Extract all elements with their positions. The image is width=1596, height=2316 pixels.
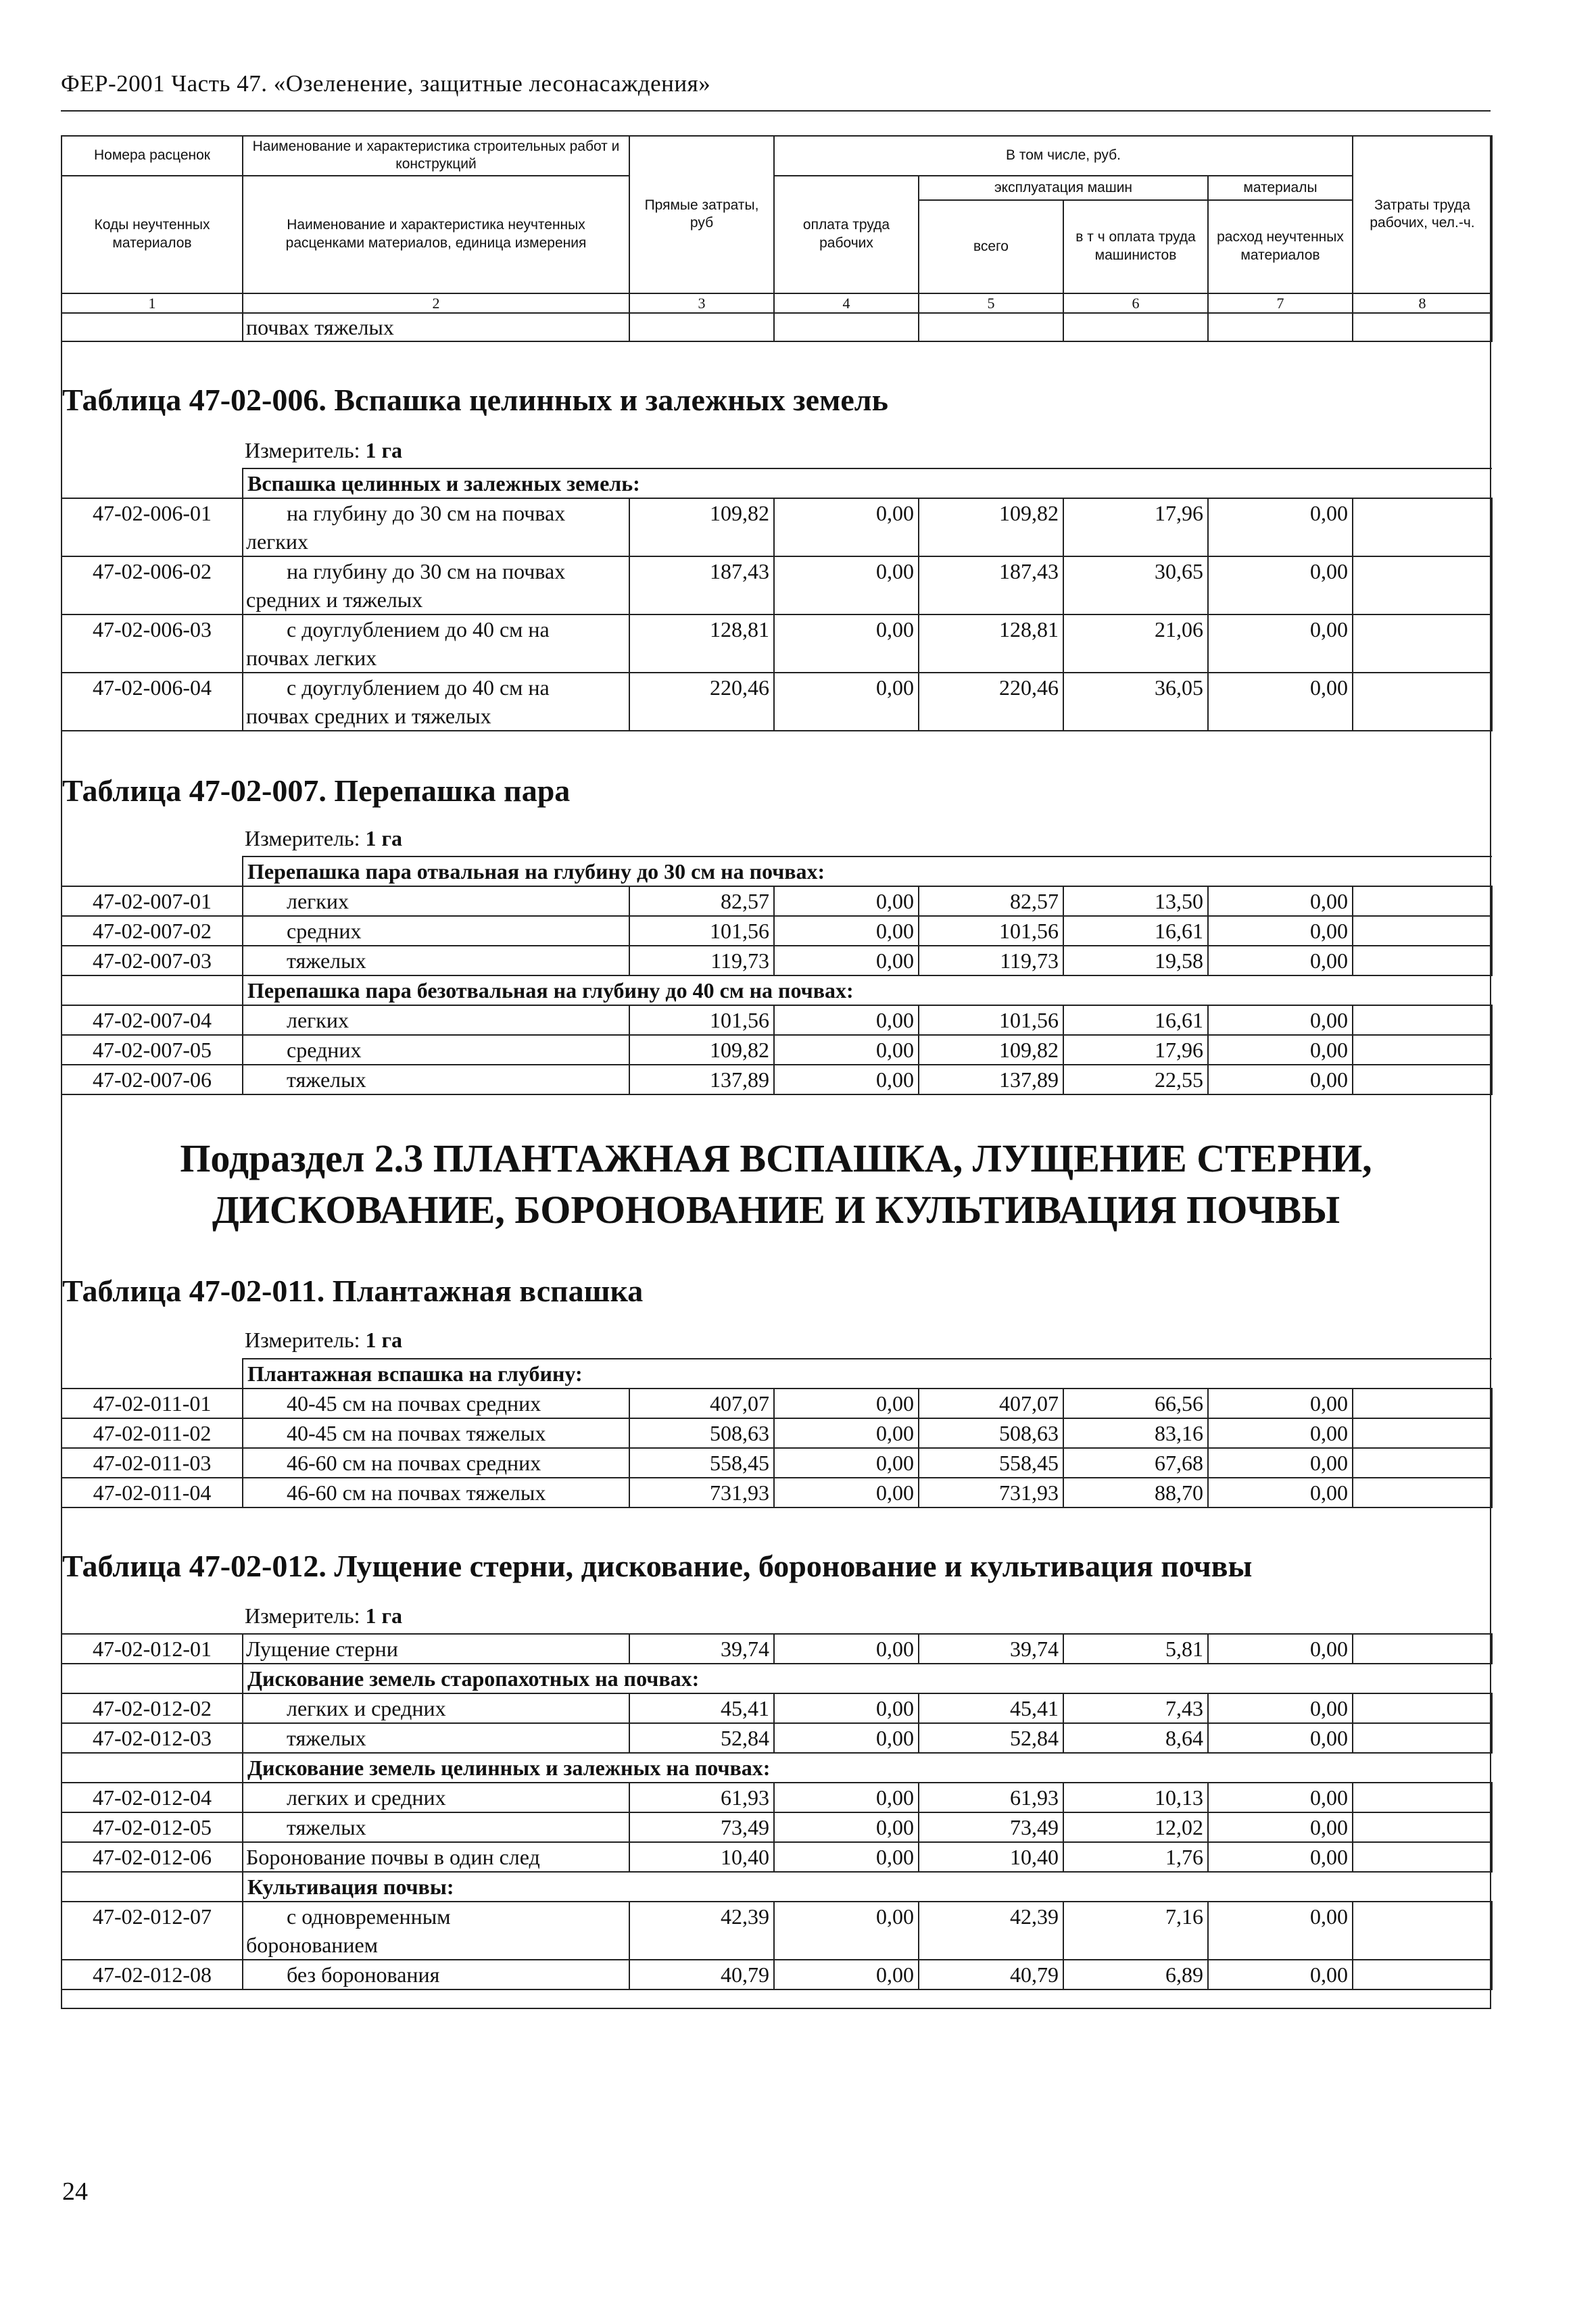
- rate-code: 47-02-007-04: [62, 1005, 243, 1035]
- work-name-line: с одновременным: [287, 1904, 451, 1929]
- materials: 0,00: [1208, 886, 1353, 916]
- labor-pay: 0,00: [774, 1812, 919, 1842]
- work-name-line: легких: [246, 529, 308, 554]
- table-row: [62, 1418, 1492, 1448]
- labor-costs: [1353, 1035, 1492, 1065]
- subsection-title: [61, 1133, 1491, 1236]
- work-name: [243, 1478, 629, 1507]
- labor-pay: 0,00: [774, 1478, 919, 1507]
- direct-costs: 10,40: [629, 1842, 774, 1872]
- labor-costs: [1353, 1960, 1492, 1989]
- table-row: [62, 1478, 1492, 1507]
- rate-code: 47-02-011-02: [62, 1418, 243, 1448]
- direct-costs: 40,79: [629, 1960, 774, 1989]
- group-row: [62, 1664, 1492, 1693]
- column-header: [61, 135, 1493, 342]
- machine-labor: 8,64: [1063, 1723, 1208, 1753]
- labor-costs: [1353, 1693, 1492, 1723]
- group-row: [62, 468, 1492, 498]
- header-machine-total: всего: [919, 200, 1063, 293]
- work-name: [243, 556, 629, 614]
- machine-total: 39,74: [919, 1634, 1063, 1664]
- labor-pay: 0,00: [774, 1065, 919, 1094]
- machine-labor: 36,05: [1063, 673, 1208, 731]
- group-row: [62, 1753, 1492, 1783]
- machine-labor: 66,56: [1063, 1389, 1208, 1418]
- machine-labor: 1,76: [1063, 1842, 1208, 1872]
- header-labor-costs: Затраты труда рабочих, чел.-ч.: [1353, 136, 1492, 293]
- work-name-line: средних и тяжелых: [246, 587, 423, 612]
- materials: 0,00: [1208, 1960, 1353, 1989]
- rate-code: 47-02-007-01: [62, 886, 243, 916]
- table-row: [62, 1693, 1492, 1723]
- col-number: 4: [774, 293, 919, 314]
- table-row: [62, 1842, 1492, 1872]
- header-rule: [61, 110, 1491, 112]
- rate-code: 47-02-006-03: [62, 614, 243, 673]
- direct-costs: 109,82: [629, 1035, 774, 1065]
- materials: 0,00: [1208, 1902, 1353, 1960]
- labor-costs: [1353, 946, 1492, 975]
- rate-code: 47-02-012-03: [62, 1723, 243, 1753]
- table-row: [62, 1065, 1492, 1094]
- materials: 0,00: [1208, 1035, 1353, 1065]
- rate-code: 47-02-011-01: [62, 1389, 243, 1418]
- machine-total: 128,81: [919, 614, 1063, 673]
- work-name-line: тяжелых: [287, 1726, 366, 1750]
- direct-costs: 187,43: [629, 556, 774, 614]
- machine-labor: 7,16: [1063, 1902, 1208, 1960]
- labor-pay: 0,00: [774, 498, 919, 556]
- direct-costs: 42,39: [629, 1902, 774, 1960]
- labor-costs: [1353, 1842, 1492, 1872]
- table-title: Таблица 47-02-012. Лущение стерни, дискование, боронование и культивация почвы: [62, 1549, 1253, 1583]
- labor-costs: [1353, 1812, 1492, 1842]
- table-row: [62, 673, 1492, 731]
- direct-costs: 101,56: [629, 1005, 774, 1035]
- rate-code: 47-02-012-07: [62, 1902, 243, 1960]
- rate-code: 47-02-012-01: [62, 1634, 243, 1664]
- labor-costs: [1353, 1723, 1492, 1753]
- table-title: Таблица 47-02-007. Перепашка пара: [62, 773, 571, 808]
- group-heading: Культивация почвы:: [243, 1872, 1492, 1902]
- materials: 0,00: [1208, 1448, 1353, 1478]
- machine-total: 109,82: [919, 498, 1063, 556]
- work-name: [243, 1389, 629, 1418]
- work-name-line: средних: [287, 919, 362, 943]
- work-name: [243, 1035, 629, 1065]
- labor-costs: [1353, 1634, 1492, 1664]
- table-row: [62, 1448, 1492, 1478]
- rates-grid: [61, 1358, 1493, 1508]
- header-materials-consumption: расход неучтенных материалов: [1208, 200, 1353, 293]
- group-heading: Дискование земель целинных и залежных на почвах:: [243, 1753, 1492, 1783]
- labor-costs: [1353, 1448, 1492, 1478]
- header-machine-ops: эксплуатация машин: [919, 176, 1208, 200]
- labor-pay: 0,00: [774, 946, 919, 975]
- rates-table-47-02-012: [61, 1633, 1491, 1990]
- materials: 0,00: [1208, 1418, 1353, 1448]
- header-material-names: Наименование и характеристика неучтенных расценками материалов, единица измерения: [243, 176, 629, 293]
- table-row: [62, 886, 1492, 916]
- labor-costs: [1353, 1418, 1492, 1448]
- labor-pay: 0,00: [774, 556, 919, 614]
- rate-code: 47-02-012-06: [62, 1842, 243, 1872]
- machine-total: 220,46: [919, 673, 1063, 731]
- direct-costs: 508,63: [629, 1418, 774, 1448]
- table-row: [62, 946, 1492, 975]
- table-title: Таблица 47-02-011. Плантажная вспашка: [62, 1274, 644, 1308]
- materials: 0,00: [1208, 498, 1353, 556]
- work-name: [243, 886, 629, 916]
- direct-costs: 39,74: [629, 1634, 774, 1664]
- meter-label: Измеритель:: [245, 826, 360, 850]
- machine-labor: 22,55: [1063, 1065, 1208, 1094]
- rate-code: 47-02-006-04: [62, 673, 243, 731]
- group-row: [62, 1872, 1492, 1902]
- subsection-line-2: ДИСКОВАНИЕ, БОРОНОВАНИЕ И КУЛЬТИВАЦИЯ ПОЧВЫ: [212, 1188, 1340, 1232]
- header-including: В том числе, руб.: [774, 136, 1353, 176]
- work-name-line: Лущение стерни: [246, 1637, 398, 1661]
- group-row: [62, 857, 1492, 886]
- machine-total: 52,84: [919, 1723, 1063, 1753]
- meter-value: 1 га: [365, 826, 403, 850]
- machine-total: 45,41: [919, 1693, 1063, 1723]
- table-row: [62, 1005, 1492, 1035]
- work-name-line: с доуглублением до 40 см на: [287, 675, 550, 700]
- direct-costs: 61,93: [629, 1783, 774, 1812]
- machine-labor: 16,61: [1063, 1005, 1208, 1035]
- work-name: [243, 1065, 629, 1094]
- labor-pay: 0,00: [774, 1389, 919, 1418]
- group-row: [62, 975, 1492, 1005]
- work-name: [243, 1723, 629, 1753]
- work-name: [243, 1902, 629, 1960]
- materials: 0,00: [1208, 1065, 1353, 1094]
- labor-costs: [1353, 1783, 1492, 1812]
- materials: 0,00: [1208, 1693, 1353, 1723]
- work-name-line: тяжелых: [287, 1815, 366, 1839]
- labor-pay: 0,00: [774, 1418, 919, 1448]
- meter: [245, 438, 402, 463]
- table-row: [62, 1902, 1492, 1960]
- group-heading: Дискование земель старопахотных на почвах:: [243, 1664, 1492, 1693]
- table-row: [62, 1723, 1492, 1753]
- machine-labor: 13,50: [1063, 886, 1208, 916]
- labor-pay: 0,00: [774, 1035, 919, 1065]
- machine-labor: 5,81: [1063, 1634, 1208, 1664]
- machine-total: 101,56: [919, 1005, 1063, 1035]
- rate-code: 47-02-012-04: [62, 1783, 243, 1812]
- direct-costs: 119,73: [629, 946, 774, 975]
- rates-table-47-02-011: [61, 1358, 1491, 1508]
- table-row: [62, 916, 1492, 946]
- rate-code: 47-02-012-05: [62, 1812, 243, 1842]
- machine-total: 508,63: [919, 1418, 1063, 1448]
- rates-grid: [61, 1633, 1493, 1990]
- header-materials: материалы: [1208, 176, 1353, 200]
- work-name-line: на глубину до 30 см на почвах: [287, 501, 566, 525]
- direct-costs: 407,07: [629, 1389, 774, 1418]
- labor-costs: [1353, 614, 1492, 673]
- work-name: [243, 916, 629, 946]
- rate-code: 47-02-007-06: [62, 1065, 243, 1094]
- table-row: [62, 556, 1492, 614]
- materials: 0,00: [1208, 1634, 1353, 1664]
- materials: 0,00: [1208, 673, 1353, 731]
- group-heading: Вспашка целинных и залежных земель:: [243, 468, 1492, 498]
- labor-pay: 0,00: [774, 886, 919, 916]
- machine-total: 407,07: [919, 1389, 1063, 1418]
- machine-labor: 12,02: [1063, 1812, 1208, 1842]
- direct-costs: 109,82: [629, 498, 774, 556]
- machine-total: 73,49: [919, 1812, 1063, 1842]
- page-number: 24: [62, 2177, 88, 2206]
- header-machine-labor: в т ч оплата труда машинистов: [1063, 200, 1208, 293]
- machine-total: 137,89: [919, 1065, 1063, 1094]
- machine-total: 40,79: [919, 1960, 1063, 1989]
- labor-pay: 0,00: [774, 1960, 919, 1989]
- header-direct-costs: Прямые затраты, руб: [629, 136, 774, 293]
- labor-pay: 0,00: [774, 916, 919, 946]
- meter-label: Измеритель:: [245, 1603, 360, 1628]
- group-heading: Перепашка пара безотвальная на глубину до 40 см на почвах:: [243, 975, 1492, 1005]
- work-name-line: почвах легких: [246, 646, 377, 670]
- rate-code: 47-02-006-01: [62, 498, 243, 556]
- labor-pay: 0,00: [774, 1693, 919, 1723]
- table-row: [62, 1634, 1492, 1664]
- work-name: [243, 1842, 629, 1872]
- header-rate-numbers: Номера расценок: [62, 136, 243, 176]
- machine-labor: 30,65: [1063, 556, 1208, 614]
- continuation-text: почвах тяжелых: [243, 313, 629, 341]
- materials: 0,00: [1208, 614, 1353, 673]
- rates-table-47-02-007: [61, 856, 1491, 1095]
- rate-code: 47-02-012-02: [62, 1693, 243, 1723]
- table-row: [62, 1783, 1492, 1812]
- col-number: 3: [629, 293, 774, 314]
- col-number: 6: [1063, 293, 1208, 314]
- col-number: 7: [1208, 293, 1353, 314]
- direct-costs: 52,84: [629, 1723, 774, 1753]
- work-name-line: легких: [287, 889, 349, 913]
- rate-code: 47-02-007-05: [62, 1035, 243, 1065]
- rate-code: 47-02-007-02: [62, 916, 243, 946]
- work-name-line: средних: [287, 1038, 362, 1062]
- machine-total: 61,93: [919, 1783, 1063, 1812]
- machine-labor: 10,13: [1063, 1783, 1208, 1812]
- table-row: [62, 1960, 1492, 1989]
- machine-total: 558,45: [919, 1448, 1063, 1478]
- machine-labor: 7,43: [1063, 1693, 1208, 1723]
- work-name-line: с доуглублением до 40 см на: [287, 617, 550, 642]
- machine-total: 42,39: [919, 1902, 1063, 1960]
- work-name-line: без боронования: [287, 1962, 440, 1987]
- direct-costs: 137,89: [629, 1065, 774, 1094]
- page-header: ФЕР-2001 Часть 47. «Озеленение, защитные лесонасаждения»: [61, 70, 711, 97]
- materials: 0,00: [1208, 1723, 1353, 1753]
- header-work-name: Наименование и характеристика строительных работ и конструкций: [243, 136, 629, 176]
- labor-pay: 0,00: [774, 1783, 919, 1812]
- meter-value: 1 га: [365, 1328, 403, 1352]
- rate-code: 47-02-012-08: [62, 1960, 243, 1989]
- work-name: [243, 1634, 629, 1664]
- labor-costs: [1353, 673, 1492, 731]
- work-name: [243, 1005, 629, 1035]
- materials: 0,00: [1208, 1812, 1353, 1842]
- labor-costs: [1353, 1478, 1492, 1507]
- header-labor-pay: оплата труда рабочих: [774, 176, 919, 293]
- machine-labor: 16,61: [1063, 916, 1208, 946]
- col-number: 2: [243, 293, 629, 314]
- direct-costs: 82,57: [629, 886, 774, 916]
- group-heading: Перепашка пара отвальная на глубину до 30 см на почвах:: [243, 857, 1492, 886]
- direct-costs: 731,93: [629, 1478, 774, 1507]
- header-material-codes: Коды неучтенных материалов: [62, 176, 243, 293]
- materials: 0,00: [1208, 1005, 1353, 1035]
- materials: 0,00: [1208, 556, 1353, 614]
- materials: 0,00: [1208, 946, 1353, 975]
- work-name-line: 46-60 см на почвах тяжелых: [287, 1480, 546, 1505]
- labor-costs: [1353, 498, 1492, 556]
- machine-labor: 6,89: [1063, 1960, 1208, 1989]
- labor-pay: 0,00: [774, 673, 919, 731]
- machine-total: 109,82: [919, 1035, 1063, 1065]
- meter: [245, 1603, 402, 1629]
- direct-costs: 73,49: [629, 1812, 774, 1842]
- work-name-line: 40-45 см на почвах тяжелых: [287, 1421, 546, 1445]
- col-number: 8: [1353, 293, 1492, 314]
- machine-total: 10,40: [919, 1842, 1063, 1872]
- meter-value: 1 га: [365, 1603, 403, 1628]
- machine-labor: 21,06: [1063, 614, 1208, 673]
- labor-pay: 0,00: [774, 1723, 919, 1753]
- table-row: [62, 614, 1492, 673]
- direct-costs: 101,56: [629, 916, 774, 946]
- work-name-line: тяжелых: [287, 948, 366, 973]
- rate-code: 47-02-011-03: [62, 1448, 243, 1478]
- labor-costs: [1353, 556, 1492, 614]
- meter: [245, 1328, 402, 1353]
- labor-costs: [1353, 1005, 1492, 1035]
- work-name: [243, 1418, 629, 1448]
- group-heading: Плантажная вспашка на глубину:: [243, 1359, 1492, 1389]
- work-name: [243, 946, 629, 975]
- work-name: [243, 1448, 629, 1478]
- subsection-line-1: Подраздел 2.3 ПЛАНТАЖНАЯ ВСПАШКА, ЛУЩЕНИЕ СТЕРНИ,: [180, 1136, 1372, 1180]
- work-name-line: почвах средних и тяжелых: [246, 704, 491, 728]
- work-name: [243, 1783, 629, 1812]
- group-row: [62, 1359, 1492, 1389]
- rate-code: 47-02-007-03: [62, 946, 243, 975]
- work-name: [243, 614, 629, 673]
- meter-value: 1 га: [365, 438, 403, 462]
- machine-total: 731,93: [919, 1478, 1063, 1507]
- labor-costs: [1353, 1389, 1492, 1418]
- materials: 0,00: [1208, 1783, 1353, 1812]
- meter-label: Измеритель:: [245, 1328, 360, 1352]
- col-number: 5: [919, 293, 1063, 314]
- labor-pay: 0,00: [774, 1005, 919, 1035]
- labor-costs: [1353, 886, 1492, 916]
- machine-labor: 19,58: [1063, 946, 1208, 975]
- direct-costs: 558,45: [629, 1448, 774, 1478]
- machine-labor: 17,96: [1063, 1035, 1208, 1065]
- direct-costs: 128,81: [629, 614, 774, 673]
- labor-costs: [1353, 1902, 1492, 1960]
- machine-total: 101,56: [919, 916, 1063, 946]
- materials: 0,00: [1208, 916, 1353, 946]
- labor-pay: 0,00: [774, 1448, 919, 1478]
- rate-code: 47-02-006-02: [62, 556, 243, 614]
- meter-label: Измеритель:: [245, 438, 360, 462]
- machine-total: 187,43: [919, 556, 1063, 614]
- col-number: 1: [62, 293, 243, 314]
- work-name-line: боронованием: [246, 1933, 378, 1957]
- table-row: [62, 498, 1492, 556]
- materials: 0,00: [1208, 1389, 1353, 1418]
- meter: [245, 826, 402, 851]
- labor-pay: 0,00: [774, 1902, 919, 1960]
- labor-costs: [1353, 1065, 1492, 1094]
- machine-labor: 67,68: [1063, 1448, 1208, 1478]
- table-row: [62, 1812, 1492, 1842]
- direct-costs: 220,46: [629, 673, 774, 731]
- work-name-line: легких: [287, 1008, 349, 1032]
- work-name: [243, 673, 629, 731]
- rates-grid: [61, 856, 1493, 1095]
- work-name-line: тяжелых: [287, 1067, 366, 1092]
- work-name-line: 46-60 см на почвах средних: [287, 1451, 541, 1475]
- table-title: Таблица 47-02-006. Вспашка целинных и залежных земель: [62, 383, 888, 417]
- rate-code: 47-02-011-04: [62, 1478, 243, 1507]
- work-name-line: на глубину до 30 см на почвах: [287, 559, 566, 583]
- work-name-line: Боронование почвы в один след: [246, 1845, 540, 1869]
- rates-table-47-02-006: [61, 468, 1491, 731]
- labor-pay: 0,00: [774, 1634, 919, 1664]
- table-row: [62, 1035, 1492, 1065]
- machine-labor: 83,16: [1063, 1418, 1208, 1448]
- table-row: [62, 1389, 1492, 1418]
- direct-costs: 45,41: [629, 1693, 774, 1723]
- work-name: [243, 1693, 629, 1723]
- labor-pay: 0,00: [774, 1842, 919, 1872]
- labor-costs: [1353, 916, 1492, 946]
- machine-total: 119,73: [919, 946, 1063, 975]
- machine-labor: 88,70: [1063, 1478, 1208, 1507]
- labor-pay: 0,00: [774, 614, 919, 673]
- work-name: [243, 1960, 629, 1989]
- work-name: [243, 1812, 629, 1842]
- work-name-line: легких и средних: [287, 1696, 446, 1720]
- work-name-line: 40-45 см на почвах средних: [287, 1391, 541, 1416]
- machine-total: 82,57: [919, 886, 1063, 916]
- rates-grid: [61, 468, 1493, 731]
- materials: 0,00: [1208, 1478, 1353, 1507]
- materials: 0,00: [1208, 1842, 1353, 1872]
- machine-labor: 17,96: [1063, 498, 1208, 556]
- work-name-line: легких и средних: [287, 1785, 446, 1810]
- work-name: [243, 498, 629, 556]
